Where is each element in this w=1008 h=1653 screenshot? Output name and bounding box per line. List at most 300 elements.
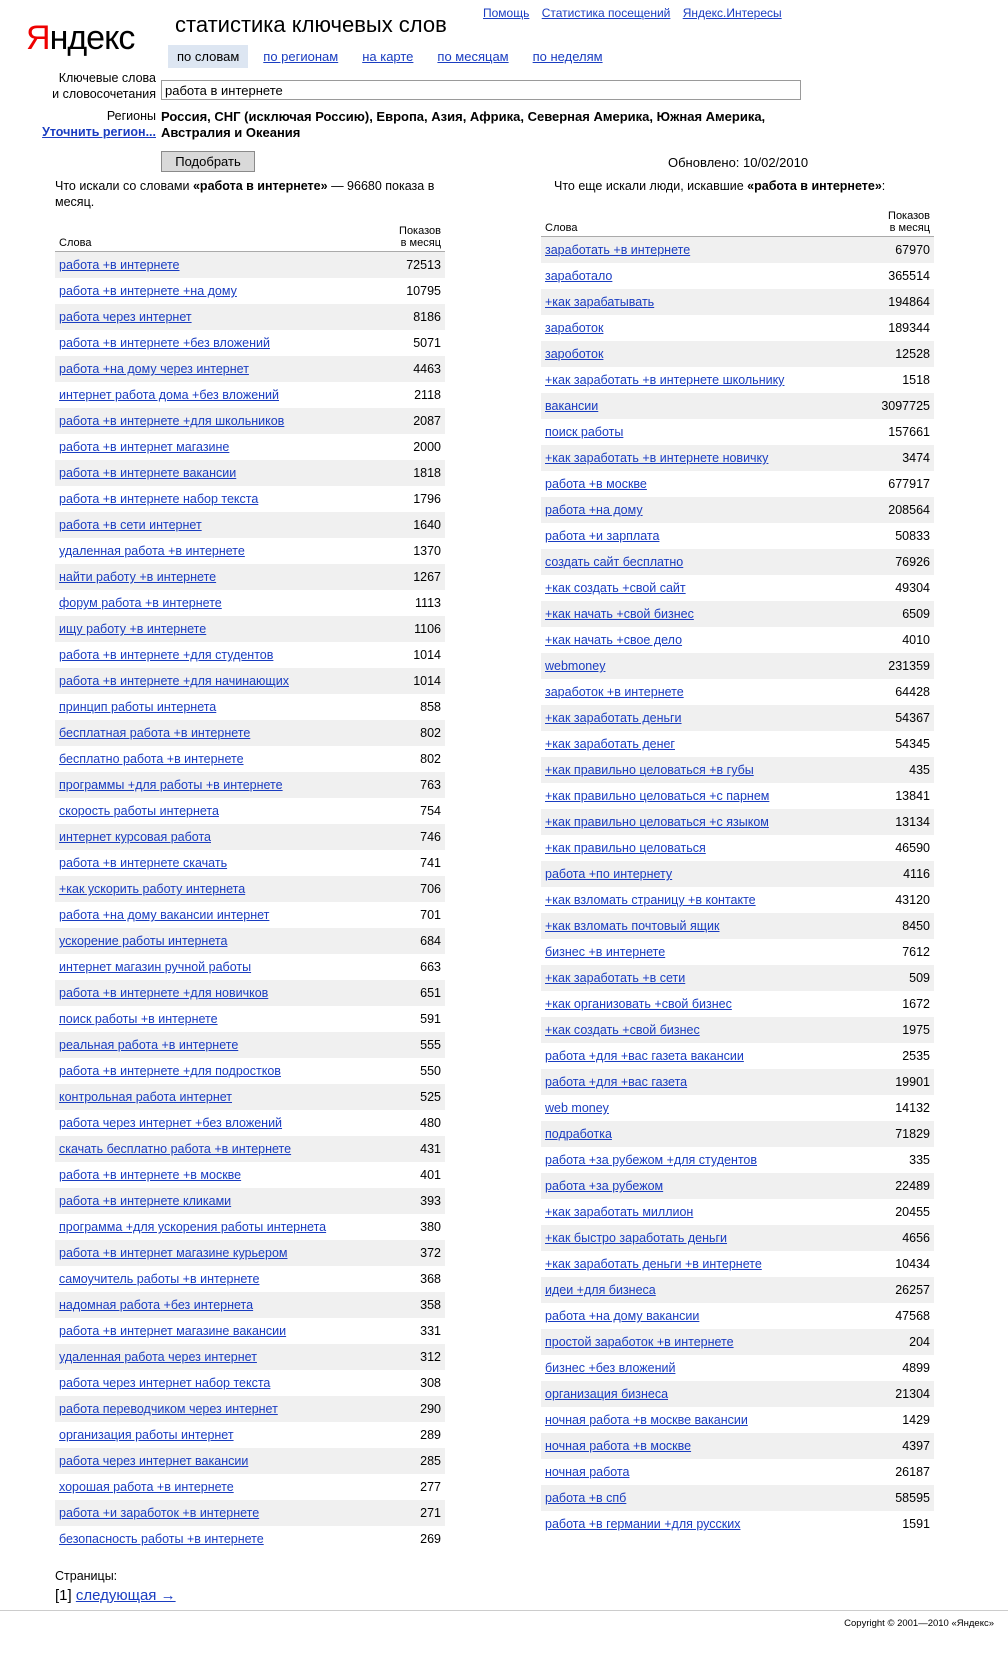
shows-count: 1518	[902, 373, 930, 387]
col-shows-line2: в месяц	[400, 237, 441, 249]
table-row	[541, 1433, 934, 1459]
table-row	[55, 772, 445, 798]
table-row	[55, 564, 445, 590]
keyword-link[interactable]: безопасность работы +в интернете	[59, 1532, 264, 1546]
keyword-link[interactable]: заработок	[545, 321, 604, 335]
shows-count: 1429	[902, 1413, 930, 1427]
shows-count: 289	[420, 1428, 441, 1442]
keyword-link[interactable]: контрольная работа интернет	[59, 1090, 233, 1104]
table-row	[55, 1032, 445, 1058]
keyword-link[interactable]: бесплатная работа +в интернете	[59, 726, 251, 740]
keyword-link[interactable]: работа +в интернете кликами	[59, 1194, 232, 1208]
keyword-link[interactable]: работа +в интернете +для студентов	[59, 648, 274, 662]
keyword-link[interactable]: работа +в интернете набор текста	[59, 492, 259, 506]
table-row	[541, 575, 934, 601]
shows-count: 12528	[895, 347, 930, 361]
keyword-link[interactable]: +как начать +свой бизнес	[545, 607, 694, 621]
keyword-link[interactable]: работа через интернет	[59, 310, 192, 324]
keyword-link[interactable]: работа +в интернете вакансии	[59, 466, 237, 480]
shows-count: 1591	[902, 1517, 930, 1531]
keyword-link[interactable]: работа +для +вас газета вакансии	[545, 1049, 744, 1063]
keyword-link[interactable]: скорость работы интернета	[59, 804, 219, 818]
shows-count: 277	[420, 1480, 441, 1494]
pagination	[55, 1567, 176, 1605]
shows-count: 2087	[413, 414, 441, 428]
shows-count: 1014	[413, 674, 441, 688]
shows-count: 46590	[895, 841, 930, 855]
table-row	[55, 694, 445, 720]
shows-count: 1672	[902, 997, 930, 1011]
shows-count: 663	[420, 960, 441, 974]
shows-count: 312	[420, 1350, 441, 1364]
keyword-link[interactable]: работа +на дому вакансии интернет	[59, 908, 270, 922]
table-row	[541, 445, 934, 471]
keyword-link[interactable]: +как взломать почтовый ящик	[545, 919, 720, 933]
table-row	[541, 1381, 934, 1407]
table-row	[541, 1069, 934, 1095]
shows-count: 802	[420, 726, 441, 740]
keyword-link[interactable]: работа +на дому вакансии	[545, 1309, 700, 1323]
table-row	[55, 252, 445, 278]
table-row	[541, 263, 934, 289]
keyword-link[interactable]: +как создать +свой сайт	[545, 581, 686, 595]
shows-count: 10434	[895, 1257, 930, 1271]
top-links	[483, 6, 791, 20]
keyword-link[interactable]: +как правильно целоваться	[545, 841, 706, 855]
shows-count: 71829	[895, 1127, 930, 1141]
keyword-link[interactable]: работа через интернет +без вложений	[59, 1116, 283, 1130]
table-row	[55, 382, 445, 408]
keyword-link[interactable]: найти работу +в интернете	[59, 570, 217, 584]
shows-count: 8186	[413, 310, 441, 324]
table-row	[55, 278, 445, 304]
keyword-link[interactable]: скачать бесплатно работа +в интернете	[59, 1142, 292, 1156]
table-row	[541, 1043, 934, 1069]
table-row	[55, 1344, 445, 1370]
shows-count: 43120	[895, 893, 930, 907]
keyword-link[interactable]: заработок +в интернете	[545, 685, 684, 699]
shows-count: 372	[420, 1246, 441, 1260]
keyword-link[interactable]: удаленная работа +в интернете	[59, 544, 245, 558]
keyword-link[interactable]: заработало	[545, 269, 613, 283]
shows-count: 4463	[413, 362, 441, 376]
shows-count: 706	[420, 882, 441, 896]
tab-by-weeks[interactable]: по неделям	[532, 49, 603, 64]
keyword-link[interactable]: +как заработать миллион	[545, 1205, 694, 1219]
table-row	[55, 1110, 445, 1136]
keyword-link[interactable]: работа +в интернет магазине курьером	[59, 1246, 288, 1260]
keyword-link[interactable]: работа +в германии +для русских	[545, 1517, 741, 1531]
keyword-link[interactable]: +как заработать +в интернете новичку	[545, 451, 769, 465]
table-row	[55, 668, 445, 694]
keyword-link[interactable]: ищу работу +в интернете	[59, 622, 207, 636]
right-desc-query: «работа в интернете»	[747, 179, 882, 193]
shows-count: 4656	[902, 1231, 930, 1245]
shows-count: 19901	[895, 1075, 930, 1089]
copyright: Copyright © 2001—2010 «Яндекс»	[844, 1618, 994, 1629]
shows-count: 8450	[902, 919, 930, 933]
table-row	[55, 746, 445, 772]
shows-count: 401	[420, 1168, 441, 1182]
table-row	[541, 1147, 934, 1173]
keyword-link[interactable]: +как создать +свой бизнес	[545, 1023, 700, 1037]
keyword-link[interactable]: +как ускорить работу интернета	[59, 882, 246, 896]
shows-count: 290	[420, 1402, 441, 1416]
shows-count: 741	[420, 856, 441, 870]
keyword-link[interactable]: +как зарабатывать	[545, 295, 655, 309]
table-row	[541, 627, 934, 653]
table-row	[541, 1017, 934, 1043]
table-row	[55, 1136, 445, 1162]
keyword-link[interactable]: работа +в интернете +для новичков	[59, 986, 269, 1000]
keyword-link[interactable]: работа через интернет набор текста	[59, 1376, 271, 1390]
table-row	[541, 1459, 934, 1485]
yandex-interests-link[interactable]: Яндекс.Интересы	[682, 6, 782, 20]
table-row	[541, 1251, 934, 1277]
keyword-link[interactable]: хорошая работа +в интернете	[59, 1480, 234, 1494]
shows-count: 26257	[895, 1283, 930, 1297]
shows-count: 54345	[895, 737, 930, 751]
table-row	[541, 939, 934, 965]
table-row	[541, 1407, 934, 1433]
keyword-link[interactable]: +как правильно целоваться +в губы	[545, 763, 754, 777]
keyword-link[interactable]: работа +и заработок +в интернете	[59, 1506, 260, 1520]
keyword-link[interactable]: работа +на дому через интернет	[59, 362, 249, 376]
logo-rest: ндекс	[49, 19, 135, 57]
keyword-link[interactable]: +как организовать +свой бизнес	[545, 997, 732, 1011]
table-row	[55, 824, 445, 850]
keyword-link[interactable]: работа +в сети интернет	[59, 518, 202, 532]
related-table-header	[541, 206, 934, 237]
table-row	[541, 471, 934, 497]
shows-count: 13134	[895, 815, 930, 829]
shows-count: 208564	[888, 503, 930, 517]
table-row	[55, 486, 445, 512]
keyword-link[interactable]: бесплатно работа +в интернете	[59, 752, 244, 766]
shows-count: 10795	[406, 284, 441, 298]
keyword-link[interactable]: организация работы интернет	[59, 1428, 234, 1442]
keyword-link[interactable]: работа +по интернету	[545, 867, 673, 881]
table-row	[541, 341, 934, 367]
shows-count: 4397	[902, 1439, 930, 1453]
keyword-link[interactable]: интернет курсовая работа	[59, 830, 211, 844]
table-row	[55, 850, 445, 876]
shows-count: 380	[420, 1220, 441, 1234]
shows-count: 308	[420, 1376, 441, 1390]
refine-region-link[interactable]: Уточнить регион...	[42, 125, 156, 139]
table-row	[55, 1214, 445, 1240]
table-row	[55, 460, 445, 486]
shows-count: 525	[420, 1090, 441, 1104]
keyword-link[interactable]: работа переводчиком через интернет	[59, 1402, 278, 1416]
keyword-link[interactable]: надомная работа +без интернета	[59, 1298, 254, 1312]
keyword-link[interactable]: работа +и зарплата	[545, 529, 660, 543]
table-row	[541, 653, 934, 679]
keyword-link[interactable]: поиск работы +в интернете	[59, 1012, 218, 1026]
keyword-link[interactable]: ночная работа +в москве	[545, 1439, 692, 1453]
shows-count: 1106	[414, 622, 441, 636]
table-row	[541, 887, 934, 913]
shows-count: 47568	[895, 1309, 930, 1323]
table-row	[55, 1266, 445, 1292]
table-row	[55, 512, 445, 538]
table-row	[541, 783, 934, 809]
shows-count: 285	[420, 1454, 441, 1468]
keyword-link[interactable]: реальная работа +в интернете	[59, 1038, 239, 1052]
table-row	[541, 497, 934, 523]
keyword-link[interactable]: программа +для ускорения работы интернета	[59, 1220, 327, 1234]
tab-by-words[interactable]: по словам	[168, 45, 248, 68]
keyword-link[interactable]: работа +в интернете +без вложений	[59, 336, 270, 350]
shows-count: 231359	[888, 659, 930, 673]
shows-count: 20455	[895, 1205, 930, 1219]
keyword-link[interactable]: работа +в интернете скачать	[59, 856, 228, 870]
shows-count: 50833	[895, 529, 930, 543]
shows-count: 49304	[895, 581, 930, 595]
shows-count: 4116	[903, 867, 930, 881]
shows-count: 58595	[895, 1491, 930, 1505]
keyword-link[interactable]: ускорение работы интернета	[59, 934, 228, 948]
shows-count: 858	[420, 700, 441, 714]
shows-count: 5071	[413, 336, 441, 350]
shows-count: 2535	[902, 1049, 930, 1063]
keyword-link[interactable]: работа +в интернете +в москве	[59, 1168, 242, 1182]
table-row	[55, 304, 445, 330]
tab-by-regions[interactable]: по регионам	[263, 49, 339, 64]
col-shows	[399, 225, 441, 249]
table-row	[541, 991, 934, 1017]
table-row	[541, 549, 934, 575]
keyword-link[interactable]: организация бизнеса	[545, 1387, 669, 1401]
table-row	[541, 809, 934, 835]
shows-count: 754	[420, 804, 441, 818]
keyword-link[interactable]: поиск работы	[545, 425, 624, 439]
keyword-link[interactable]: работа +в интернете +для школьников	[59, 414, 285, 428]
keyword-link[interactable]: +как начать +свое дело	[545, 633, 683, 647]
shows-count: 677917	[888, 477, 930, 491]
keyword-link[interactable]: простой заработок +в интернете	[545, 1335, 734, 1349]
shows-count: 269	[420, 1532, 441, 1546]
shows-count: 14132	[895, 1101, 930, 1115]
keyword-link[interactable]: работа +в москве	[545, 477, 647, 491]
shows-count: 2118	[414, 388, 441, 402]
shows-count: 802	[420, 752, 441, 766]
keywords-input[interactable]	[161, 80, 801, 100]
shows-count: 1640	[413, 518, 441, 532]
keyword-link[interactable]: +как заработать деньги +в интернете	[545, 1257, 762, 1271]
shows-count: 480	[420, 1116, 441, 1130]
shows-count: 684	[420, 934, 441, 948]
words-table	[55, 220, 445, 1552]
pagination-label: Страницы:	[55, 1569, 118, 1583]
regions-label	[30, 108, 156, 140]
shows-count: 335	[909, 1153, 930, 1167]
table-row	[55, 1162, 445, 1188]
shows-count: 13841	[895, 789, 930, 803]
table-row	[55, 1526, 445, 1552]
keyword-link[interactable]: работа через интернет вакансии	[59, 1454, 249, 1468]
table-row	[55, 1240, 445, 1266]
mode-tabs	[168, 45, 618, 68]
table-row	[55, 330, 445, 356]
keywords-label	[30, 70, 156, 102]
table-row	[541, 835, 934, 861]
shows-count: 701	[420, 908, 441, 922]
table-row	[55, 590, 445, 616]
table-row	[55, 538, 445, 564]
table-row	[541, 1303, 934, 1329]
next-page-link[interactable]: следующая →	[75, 1587, 176, 1604]
shows-count: 509	[909, 971, 930, 985]
keyword-link[interactable]: работа +в интернете +для начинающих	[59, 674, 289, 688]
keyword-link[interactable]: удаленная работа через интернет	[59, 1350, 257, 1364]
table-row	[541, 1277, 934, 1303]
shows-count: 1113	[415, 596, 441, 610]
footer-divider	[0, 1610, 1008, 1611]
table-row	[55, 642, 445, 668]
table-row	[541, 601, 934, 627]
left-desc-after: — 96680 показа в месяц.	[55, 179, 435, 209]
shows-count: 1818	[413, 466, 441, 480]
shows-count: 591	[420, 1012, 441, 1026]
visit-stats-link[interactable]: Статистика посещений	[541, 6, 671, 20]
help-link[interactable]: Помощь	[483, 6, 530, 20]
table-row	[55, 1188, 445, 1214]
keywords-label-line1: Ключевые слова	[58, 71, 156, 85]
table-row	[541, 1225, 934, 1251]
keyword-link[interactable]: работа +за рубежом +для студентов	[545, 1153, 758, 1167]
table-row	[55, 980, 445, 1006]
shows-count: 1796	[413, 492, 441, 506]
table-row	[55, 1084, 445, 1110]
col-shows-line2: в месяц	[889, 222, 930, 234]
tab-by-months[interactable]: по месяцам	[437, 49, 509, 64]
table-row	[541, 1355, 934, 1381]
keyword-link[interactable]: web money	[545, 1101, 609, 1115]
shows-count: 365514	[888, 269, 930, 283]
table-row	[55, 434, 445, 460]
shows-count: 54367	[895, 711, 930, 725]
shows-count: 271	[420, 1506, 441, 1520]
col-words: Слова	[545, 222, 578, 234]
left-desc-query: «работа в интернете»	[192, 179, 328, 193]
shows-count: 7612	[902, 945, 930, 959]
table-row	[541, 757, 934, 783]
keyword-link[interactable]: работа +в интернете	[59, 258, 180, 272]
keyword-link[interactable]: ночная работа +в москве вакансии	[545, 1413, 748, 1427]
right-desc-after: :	[881, 179, 886, 193]
keyword-link[interactable]: бизнес +в интернете	[545, 945, 666, 959]
keyword-link[interactable]: форум работа +в интернете	[59, 596, 222, 610]
table-row	[541, 1329, 934, 1355]
keyword-link[interactable]: +как заработать +в сети	[545, 971, 686, 985]
keyword-link[interactable]: webmoney	[545, 659, 606, 673]
table-row	[541, 1095, 934, 1121]
shows-count: 21304	[895, 1387, 930, 1401]
updated-date: Обновлено: 10/02/2010	[668, 155, 809, 170]
keyword-link[interactable]: работа +в интернет магазине вакансии	[59, 1324, 287, 1338]
table-row	[541, 679, 934, 705]
table-row	[541, 419, 934, 445]
shows-count: 76926	[895, 555, 930, 569]
table-row	[541, 237, 934, 263]
shows-count: 1370	[413, 544, 441, 558]
col-shows-line1: Показов	[399, 225, 441, 237]
table-row	[541, 861, 934, 887]
keyword-link[interactable]: +как правильно целоваться +с языком	[545, 815, 769, 829]
keyword-link[interactable]: зароботок	[545, 347, 604, 361]
table-row	[541, 315, 934, 341]
shows-count: 368	[420, 1272, 441, 1286]
keyword-link[interactable]: +как взломать страницу +в контакте	[545, 893, 756, 907]
left-description	[55, 178, 450, 210]
table-row	[55, 876, 445, 902]
keyword-link[interactable]: вакансии	[545, 399, 599, 413]
keyword-link[interactable]: работа +в интернет магазине	[59, 440, 230, 454]
keywords-label-line2: и словосочетания	[52, 87, 156, 101]
keyword-link[interactable]: +как заработать денег	[545, 737, 675, 751]
col-words: Слова	[59, 237, 92, 249]
keyword-link[interactable]: +как заработать деньги	[545, 711, 682, 725]
keyword-link[interactable]: ночная работа	[545, 1465, 630, 1479]
keyword-link[interactable]: самоучитель работы +в интернете	[59, 1272, 260, 1286]
keyword-link[interactable]: создать сайт бесплатно	[545, 555, 684, 569]
keyword-link[interactable]: подработка	[545, 1127, 612, 1141]
keyword-link[interactable]: принцип работы интернета	[59, 700, 217, 714]
keyword-link[interactable]: идеи +для бизнеса	[545, 1283, 656, 1297]
col-shows	[888, 210, 930, 234]
table-row	[55, 356, 445, 382]
submit-button[interactable]: Подобрать	[161, 151, 255, 172]
shows-count: 194864	[888, 295, 930, 309]
keyword-link[interactable]: работа +в интернете +на дому	[59, 284, 237, 298]
col-shows-line1: Показов	[888, 210, 930, 222]
shows-count: 204	[909, 1335, 930, 1349]
table-row	[55, 798, 445, 824]
keyword-link[interactable]: работа +в спб	[545, 1491, 627, 1505]
keyword-link[interactable]: работа +в интернете +для подростков	[59, 1064, 281, 1078]
yandex-logo[interactable]	[26, 18, 134, 58]
table-row	[541, 289, 934, 315]
tab-on-map[interactable]: на карте	[362, 49, 414, 64]
keyword-link[interactable]: заработать +в интернете	[545, 243, 691, 257]
keyword-link[interactable]: интернет магазин ручной работы	[59, 960, 252, 974]
keyword-link[interactable]: бизнес +без вложений	[545, 1361, 676, 1375]
keyword-link[interactable]: +как правильно целоваться +с парнем	[545, 789, 770, 803]
regions-value: Россия, СНГ (исключая Россию), Европа, Азия, Африка, Северная Америка, Южная Америка, Австралия и Океания	[161, 109, 766, 140]
table-row	[55, 1006, 445, 1032]
table-row	[541, 965, 934, 991]
table-row	[55, 720, 445, 746]
table-row	[55, 1422, 445, 1448]
table-row	[55, 408, 445, 434]
shows-count: 555	[420, 1038, 441, 1052]
table-row	[541, 367, 934, 393]
table-row	[55, 1370, 445, 1396]
keyword-link[interactable]: работа +для +вас газета	[545, 1075, 688, 1089]
keyword-link[interactable]: программы +для работы +в интернете	[59, 778, 283, 792]
keyword-link[interactable]: +как быстро заработать деньги	[545, 1231, 728, 1245]
shows-count: 651	[420, 986, 441, 1000]
keyword-link[interactable]: работа +на дому	[545, 503, 643, 517]
right-description	[554, 178, 974, 194]
keyword-link[interactable]: +как заработать +в интернете школьнику	[545, 373, 785, 387]
shows-count: 331	[420, 1324, 441, 1338]
table-row	[55, 902, 445, 928]
keyword-link[interactable]: интернет работа дома +без вложений	[59, 388, 280, 402]
words-table-header	[55, 220, 445, 252]
keyword-link[interactable]: работа +за рубежом	[545, 1179, 664, 1193]
